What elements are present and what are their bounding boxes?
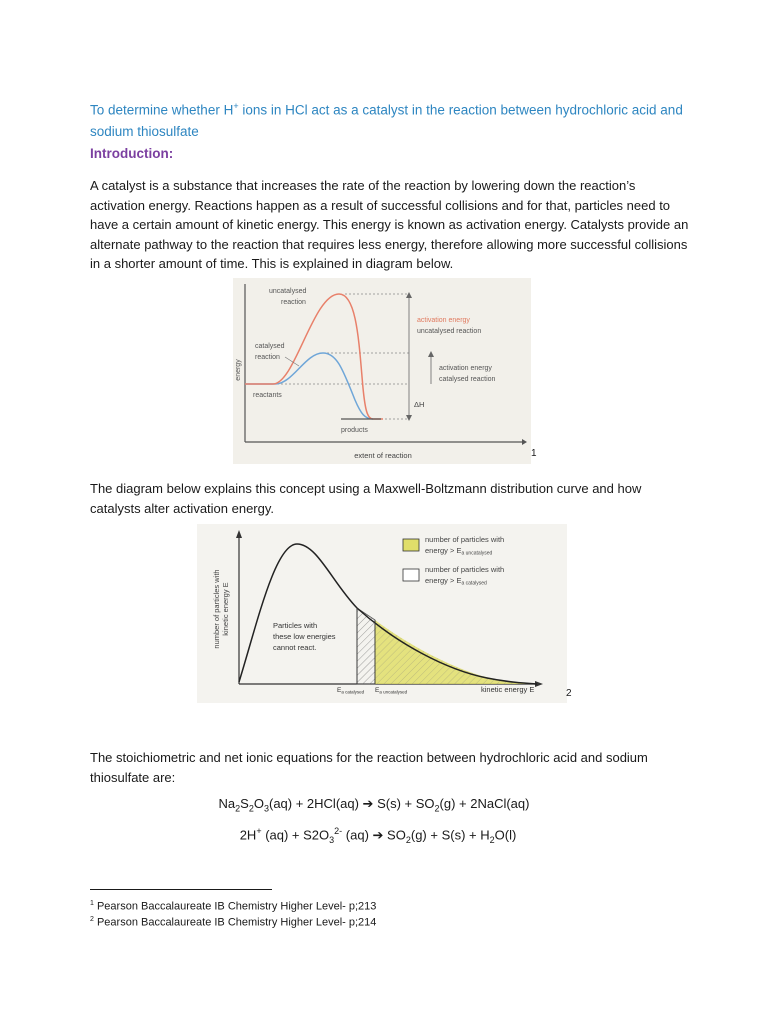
energy-profile-figure — [233, 278, 531, 464]
x-axis-label: kinetic energy E — [481, 685, 535, 694]
footnote-divider — [90, 889, 272, 890]
label-delta-h: ΔH — [414, 400, 425, 409]
label-activation-uncat: activation energy — [417, 317, 470, 324]
maxwell-boltzmann-diagram — [197, 524, 567, 703]
label-products: products — [341, 427, 368, 434]
tick-e-catalysed: $E_{a catalysed}$ — [337, 687, 365, 695]
note-line-3: cannot react. — [273, 643, 317, 652]
maxwell-boltzmann-paragraph: The diagram below explains this concept using a Maxwell-Boltzmann distribution curve and how catalysts alter activation energy. — [90, 481, 642, 516]
intro-paragraph: A catalyst is a substance that increases the rate of the reaction by lowering down the reaction’s activation energy. Reactions happen as a result of successful collisions and for that, particles need to have a certain amount of kinetic energy. This energy is known as activation energy. Catalysts provide an alternate pathway to the reaction that requires less energy, therefore allowing more successful collisions in a shorter amount of time. This is explained in diagram below. — [90, 178, 689, 272]
tick-e-uncatalysed: $E_{a uncatalysed}$ — [375, 687, 408, 695]
document-title: To determine whether H+ ions in HCl act as a catalyst in the reaction between hydrochloric acid and sodium thiosulfate — [90, 101, 683, 139]
label-uncatalysed-reaction: reaction — [281, 299, 306, 306]
footnote-1: $^1$ Pearson Baccalaureate IB Chemistry Higher Level- p;213 — [90, 900, 377, 913]
y-axis-label-2: kinetic energy E — [221, 582, 230, 636]
legend-swatch-catalysed — [403, 569, 419, 581]
legend1-line-1: number of particles with — [425, 535, 505, 544]
label-reactants: reactants — [253, 392, 282, 399]
arrow-icon: ➔ — [372, 827, 384, 843]
label-catalysed: catalysed — [255, 343, 285, 350]
label-activation-cat-2: catalysed reaction — [439, 376, 496, 383]
energy-profile-diagram — [233, 278, 531, 464]
note-line-1: Particles with — [273, 621, 318, 630]
label-catalysed-reaction: reaction — [255, 354, 280, 361]
catalysed-region — [357, 608, 375, 684]
introduction-heading: Introduction: — [90, 146, 174, 161]
equations-intro-paragraph: The stoichiometric and net ionic equations for the reaction between hydrochloric acid and sodium thiosulfate are: — [90, 750, 648, 785]
label-activation-uncat-2: uncatalysed reaction — [417, 328, 482, 335]
y-axis-label: energy — [235, 359, 242, 381]
stoichiometric-equation: $Na_2S_2O_3(aq) + 2HCl(aq)$ ➔ $S(s) + SO_2(g)$ + 2NaCl(aq) — [218, 796, 530, 814]
x-axis-label: extent of reaction — [354, 451, 412, 460]
figure2-ref: 2 — [566, 688, 572, 699]
figure1-ref: 1 — [531, 448, 537, 459]
maxwell-boltzmann-figure — [197, 524, 567, 703]
label-activation-cat: activation energy — [439, 365, 492, 372]
arrow-icon: ➔ — [362, 796, 374, 811]
legend1-line-2: energy > $E_{a uncatalysed}$ — [425, 546, 493, 557]
net-ionic-equation: 2H+ $(aq) + S2O_3^{2-}$ (aq) ➔ $SO_2(g) + S(s) + H_2O(l)$ — [239, 826, 517, 845]
note-line-2: these low energies — [273, 632, 336, 641]
footnote-2: $^2$ Pearson Baccalaureate IB Chemistry Higher Level- p;214 — [90, 916, 377, 929]
legend2-line-1: number of particles with — [425, 565, 505, 574]
y-axis-label-1: number of particles with — [212, 569, 221, 649]
legend2-line-2: energy > $E_{a catalysed}$ — [425, 576, 487, 587]
legend-swatch-uncatalysed — [403, 539, 419, 551]
label-uncatalysed: uncatalysed — [269, 288, 307, 295]
catalysed-curve — [245, 353, 373, 419]
